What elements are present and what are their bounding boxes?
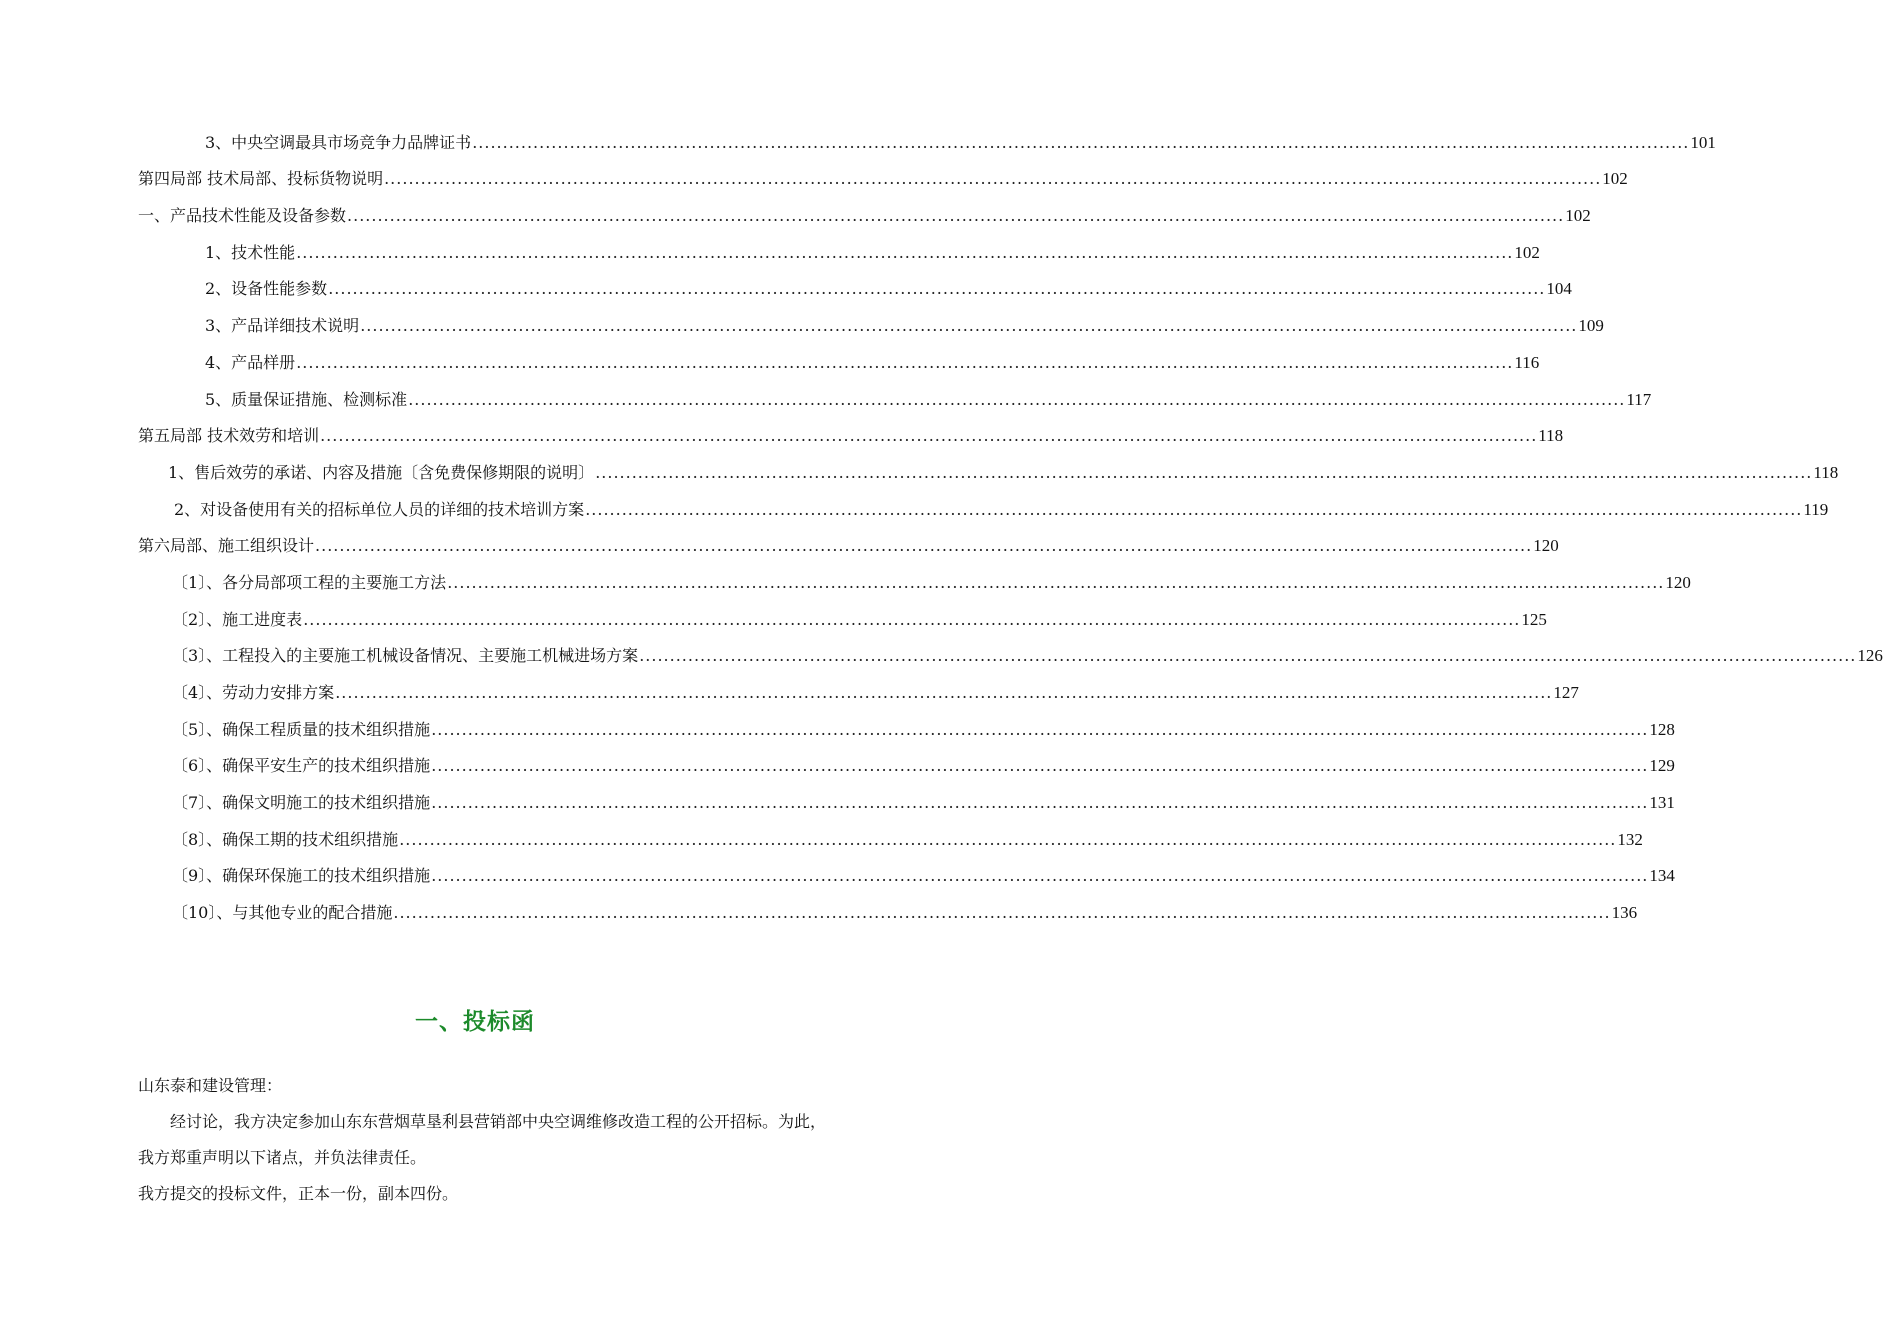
toc-leader-dots: ........................................................................................................................................................................................................ [303,609,1521,629]
toc-entry-page-number: 132 [1617,829,1643,849]
toc-entry[interactable] [138,740,1675,777]
toc-entry[interactable] [138,776,1675,813]
toc-entry-title: 〔5〕、确保工程质量的技术组织措施 [172,719,431,739]
toc-entry[interactable] [138,263,1572,300]
toc-leader-dots: ........................................................................................................................................................................................................ [399,829,1617,849]
toc-entry[interactable] [138,483,1829,520]
toc-entry-page-number: 119 [1803,499,1829,519]
toc-entry[interactable] [138,520,1559,557]
toc-entry-title: 〔6〕、确保平安生产的技术组织措施 [172,756,431,776]
table-of-contents [138,116,1883,923]
toc-entry-title: 1、售后效劳的承诺、内容及措施〔含免费保修期限的说明〕 [168,462,595,482]
toc-leader-dots: ........................................................................................................................................................................................................ [431,756,1649,776]
toc-entry-page-number: 136 [1611,903,1638,923]
toc-leader-dots: ........................................................................................................................................................................................................ [639,646,1857,666]
toc-entry-title: 〔1〕、各分局部项工程的主要施工方法 [172,572,447,592]
toc-entry-page-number: 120 [1533,536,1559,556]
toc-entry-page-number: 116 [1514,352,1540,372]
toc-entry[interactable] [138,336,1540,373]
toc-entry[interactable] [138,813,1643,850]
letter-paragraph: 我方提交的投标文件，正本一份，副本四份。 [138,1184,459,1203]
toc-entry[interactable] [138,593,1547,630]
toc-leader-dots: ........................................................................................................................................................................................................ [431,719,1649,739]
toc-entry-title: 5、质量保证措施、检测标准 [205,389,408,409]
toc-leader-dots: ........................................................................................................................................................................................................ [384,169,1602,189]
toc-entry-title: 第六局部、施工组织设计 [138,536,315,556]
toc-entry-title: 〔8〕、确保工期的技术组织措施 [172,829,399,849]
letter-paragraph: 经讨论，我方决定参加山东东营烟草垦利县营销部中央空调维修改造工程的公开招标。为此，我方郑重声明以下诸点，并负法律责任。 [138,1112,827,1167]
toc-leader-dots: ........................................................................................................................................................................................................ [595,462,1813,482]
toc-entry-page-number: 134 [1649,866,1675,886]
toc-entry[interactable] [138,850,1675,887]
toc-entry-page-number: 125 [1521,609,1547,629]
toc-entry[interactable] [138,116,1716,153]
toc-entry-title: 1、技术性能 [205,242,296,262]
toc-entry-page-number: 109 [1578,316,1604,336]
toc-entry-title: 4、产品样册 [205,352,296,372]
toc-entry-page-number: 104 [1546,279,1572,299]
toc-entry-title: 第五局部 技术效劳和培训 [138,426,320,446]
toc-entry-title: 〔9〕、确保环保施工的技术组织措施 [172,866,431,886]
toc-entry-page-number: 117 [1626,389,1652,409]
toc-leader-dots: ........................................................................................................................................................................................................ [408,389,1626,409]
toc-entry-title: 3、中央空调最具市场竞争力品牌证书 [205,132,472,152]
toc-entry[interactable] [138,189,1591,226]
toc-leader-dots: ........................................................................................................................................................................................................ [328,279,1546,299]
toc-entry[interactable] [138,410,1564,447]
toc-leader-dots: ........................................................................................................................................................................................................ [431,866,1649,886]
toc-leader-dots: ........................................................................................................................................................................................................ [320,426,1538,446]
toc-entry-title: 3、产品详细技术说明 [205,316,360,336]
toc-entry-page-number: 101 [1690,132,1716,152]
letter-salutation: 山东泰和建设管理： [138,1076,283,1095]
toc-entry[interactable] [138,446,1839,483]
toc-entry[interactable] [138,630,1883,667]
toc-leader-dots: ........................................................................................................................................................................................................ [360,316,1578,336]
toc-leader-dots: ........................................................................................................................................................................................................ [335,683,1553,702]
toc-entry-page-number: 118 [1813,462,1839,482]
toc-entry[interactable] [138,886,1638,923]
bid-letter [138,1068,840,1212]
toc-entry-title: 〔2〕、施工进度表 [172,609,303,629]
toc-entry[interactable] [138,153,1628,190]
toc-leader-dots: ........................................................................................................................................................................................................ [315,536,1533,556]
toc-entry-title: 〔10〕、与其他专业的配合措施 [172,903,393,923]
toc-entry-page-number: 131 [1649,793,1675,813]
toc-entry-page-number: 102 [1602,169,1628,189]
toc-entry-page-number: 102 [1514,242,1540,262]
toc-entry[interactable] [138,556,1691,593]
toc-entry[interactable] [138,373,1652,410]
toc-entry-page-number: 120 [1665,572,1691,592]
toc-leader-dots: ........................................................................................................................................................................................................ [393,903,1611,923]
toc-entry-page-number: 129 [1649,756,1675,776]
toc-leader-dots: ........................................................................................................................................................................................................ [296,352,1514,372]
toc-leader-dots: ........................................................................................................................................................................................................ [347,206,1565,226]
toc-entry-title: 〔3〕、工程投入的主要施工机械设备情况、主要施工机械进场方案 [172,646,639,666]
toc-entry-title: 〔4〕、劳动力安排方案 [172,683,335,702]
toc-entry-title: 一、产品技术性能及设备参数 [138,206,347,226]
toc-leader-dots: ........................................................................................................................................................................................................ [472,132,1690,152]
toc-entry-page-number: 118 [1538,426,1564,446]
toc-entry[interactable] [138,299,1604,336]
section-heading: 一、投标函 [415,1008,535,1035]
toc-entry-page-number: 102 [1565,206,1591,226]
toc-entry-page-number: 127 [1553,683,1579,702]
toc-entry-title: 2、对设备使用有关的招标单位人员的详细的技术培训方案 [174,499,585,519]
toc-entry-title: 〔7〕、确保文明施工的技术组织措施 [172,793,431,813]
toc-entry[interactable] [138,703,1675,740]
toc-leader-dots: ........................................................................................................................................................................................................ [447,572,1665,592]
toc-leader-dots: ........................................................................................................................................................................................................ [296,242,1514,262]
toc-entry-page-number: 128 [1649,719,1675,739]
toc-entry-title: 第四局部 技术局部、投标货物说明 [138,169,384,189]
toc-leader-dots: ........................................................................................................................................................................................................ [431,793,1649,813]
toc-entry-page-number: 126 [1857,646,1883,666]
toc-entry[interactable] [138,226,1540,263]
toc-leader-dots: ........................................................................................................................................................................................................ [585,499,1803,519]
toc-entry-title: 2、设备性能参数 [205,279,328,299]
toc-entry[interactable] [138,666,1579,703]
